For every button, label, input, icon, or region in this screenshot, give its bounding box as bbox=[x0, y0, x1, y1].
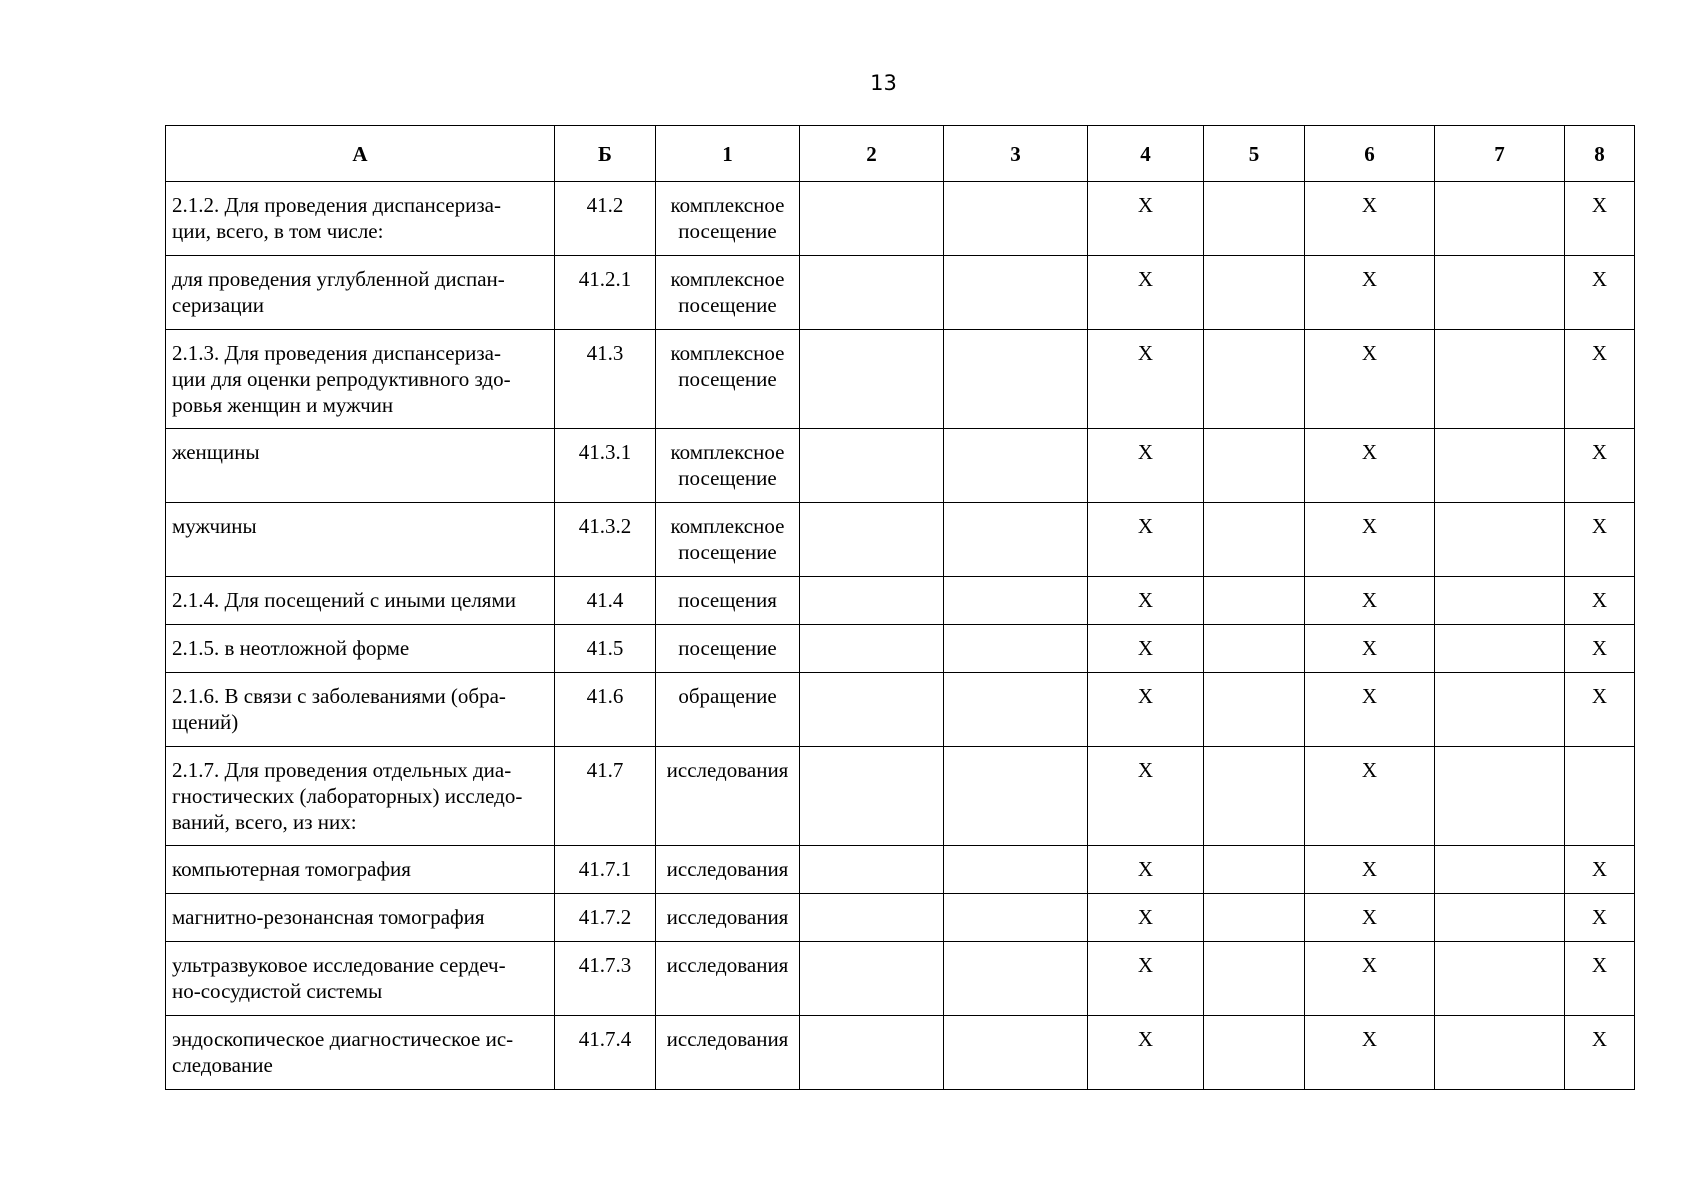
row-name-cell: 2.1.3. Для проведения диспансериза- ции для оценки репродуктивного здо- ровья женщин и мужчин bbox=[166, 330, 555, 429]
row-cell-col-7 bbox=[1435, 429, 1565, 503]
row-cell-col-7 bbox=[1435, 625, 1565, 673]
table-row bbox=[166, 942, 1635, 1016]
table-row bbox=[166, 1016, 1635, 1090]
table-row bbox=[166, 747, 1635, 846]
row-cell-col-3 bbox=[944, 894, 1088, 942]
row-unit-cell: посещение bbox=[656, 625, 800, 673]
row-cell-col-8: X bbox=[1565, 182, 1635, 256]
row-code-cell: 41.7.2 bbox=[555, 894, 656, 942]
row-code-cell: 41.3.2 bbox=[555, 503, 656, 577]
table-row bbox=[166, 673, 1635, 747]
row-cell-col-4: X bbox=[1088, 625, 1204, 673]
row-cell-col-4: X bbox=[1088, 1016, 1204, 1090]
row-cell-col-3 bbox=[944, 429, 1088, 503]
row-cell-col-5 bbox=[1204, 330, 1305, 429]
row-name-cell: для проведения углубленной диспан- серизации bbox=[166, 256, 555, 330]
row-cell-col-7 bbox=[1435, 1016, 1565, 1090]
row-name-cell: компьютерная томография bbox=[166, 846, 555, 894]
row-cell-col-7 bbox=[1435, 942, 1565, 1016]
row-name-cell: магнитно-резонансная томография bbox=[166, 894, 555, 942]
row-cell-col-6: X bbox=[1305, 503, 1435, 577]
row-cell-col-3 bbox=[944, 330, 1088, 429]
row-cell-col-7 bbox=[1435, 256, 1565, 330]
row-cell-col-6: X bbox=[1305, 577, 1435, 625]
row-cell-col-7 bbox=[1435, 577, 1565, 625]
header-row bbox=[166, 126, 1635, 182]
table-row bbox=[166, 503, 1635, 577]
table-row bbox=[166, 625, 1635, 673]
row-code-cell: 41.7.4 bbox=[555, 1016, 656, 1090]
row-name-cell: женщины bbox=[166, 429, 555, 503]
row-cell-col-6: X bbox=[1305, 846, 1435, 894]
row-cell-col-3 bbox=[944, 1016, 1088, 1090]
row-cell-col-3 bbox=[944, 942, 1088, 1016]
row-cell-col-5 bbox=[1204, 747, 1305, 846]
row-cell-col-4: X bbox=[1088, 894, 1204, 942]
row-cell-col-8: X bbox=[1565, 673, 1635, 747]
row-cell-col-8: X bbox=[1565, 846, 1635, 894]
row-cell-col-7 bbox=[1435, 894, 1565, 942]
row-cell-col-5 bbox=[1204, 577, 1305, 625]
row-cell-col-3 bbox=[944, 256, 1088, 330]
row-cell-col-6: X bbox=[1305, 256, 1435, 330]
table-row bbox=[166, 182, 1635, 256]
row-code-cell: 41.3.1 bbox=[555, 429, 656, 503]
row-unit-cell: исследования bbox=[656, 747, 800, 846]
row-cell-col-3 bbox=[944, 673, 1088, 747]
row-unit-cell: исследования bbox=[656, 1016, 800, 1090]
column-header-3: 3 bbox=[944, 126, 1088, 182]
row-unit-cell: комплексное посещение bbox=[656, 330, 800, 429]
row-unit-cell: комплексное посещение bbox=[656, 429, 800, 503]
row-cell-col-7 bbox=[1435, 846, 1565, 894]
row-code-cell: 41.4 bbox=[555, 577, 656, 625]
table-row bbox=[166, 577, 1635, 625]
row-cell-col-2 bbox=[800, 625, 944, 673]
row-cell-col-2 bbox=[800, 1016, 944, 1090]
row-unit-cell: комплексное посещение bbox=[656, 503, 800, 577]
row-cell-col-5 bbox=[1204, 429, 1305, 503]
row-cell-col-3 bbox=[944, 747, 1088, 846]
row-unit-cell: посещения bbox=[656, 577, 800, 625]
column-header-8: 8 bbox=[1565, 126, 1635, 182]
row-cell-col-6: X bbox=[1305, 625, 1435, 673]
row-unit-cell: исследования bbox=[656, 942, 800, 1016]
row-name-cell: 2.1.4. Для посещений с иными целями bbox=[166, 577, 555, 625]
column-header-6: 6 bbox=[1305, 126, 1435, 182]
row-code-cell: 41.5 bbox=[555, 625, 656, 673]
row-code-cell: 41.6 bbox=[555, 673, 656, 747]
row-unit-cell: исследования bbox=[656, 894, 800, 942]
row-cell-col-2 bbox=[800, 577, 944, 625]
row-cell-col-5 bbox=[1204, 846, 1305, 894]
row-code-cell: 41.7.3 bbox=[555, 942, 656, 1016]
row-cell-col-8: X bbox=[1565, 1016, 1635, 1090]
row-cell-col-4: X bbox=[1088, 846, 1204, 894]
row-cell-col-6: X bbox=[1305, 673, 1435, 747]
row-cell-col-2 bbox=[800, 747, 944, 846]
row-cell-col-4: X bbox=[1088, 256, 1204, 330]
row-cell-col-5 bbox=[1204, 1016, 1305, 1090]
row-cell-col-3 bbox=[944, 503, 1088, 577]
row-cell-col-2 bbox=[800, 894, 944, 942]
column-header-b: Б bbox=[555, 126, 656, 182]
column-header-a: А bbox=[166, 126, 555, 182]
row-cell-col-3 bbox=[944, 577, 1088, 625]
row-cell-col-5 bbox=[1204, 673, 1305, 747]
column-header-5: 5 bbox=[1204, 126, 1305, 182]
row-name-cell: ультразвуковое исследование сердеч- но-сосудистой системы bbox=[166, 942, 555, 1016]
row-cell-col-8: X bbox=[1565, 429, 1635, 503]
row-cell-col-6: X bbox=[1305, 1016, 1435, 1090]
row-cell-col-8: X bbox=[1565, 577, 1635, 625]
row-cell-col-2 bbox=[800, 330, 944, 429]
row-cell-col-4: X bbox=[1088, 577, 1204, 625]
row-cell-col-7 bbox=[1435, 503, 1565, 577]
row-cell-col-3 bbox=[944, 182, 1088, 256]
row-unit-cell: комплексное посещение bbox=[656, 182, 800, 256]
row-cell-col-2 bbox=[800, 503, 944, 577]
row-cell-col-4: X bbox=[1088, 182, 1204, 256]
row-code-cell: 41.2 bbox=[555, 182, 656, 256]
row-cell-col-7 bbox=[1435, 330, 1565, 429]
row-cell-col-8: X bbox=[1565, 894, 1635, 942]
row-code-cell: 41.2.1 bbox=[555, 256, 656, 330]
row-name-cell: 2.1.2. Для проведения диспансериза- ции, всего, в том числе: bbox=[166, 182, 555, 256]
row-cell-col-2 bbox=[800, 182, 944, 256]
row-name-cell: 2.1.5. в неотложной форме bbox=[166, 625, 555, 673]
table-row bbox=[166, 429, 1635, 503]
row-cell-col-5 bbox=[1204, 503, 1305, 577]
row-cell-col-6: X bbox=[1305, 330, 1435, 429]
page-number: 13 bbox=[870, 71, 897, 95]
row-cell-col-3 bbox=[944, 625, 1088, 673]
column-header-2: 2 bbox=[800, 126, 944, 182]
row-cell-col-6: X bbox=[1305, 747, 1435, 846]
row-cell-col-6: X bbox=[1305, 182, 1435, 256]
table-row bbox=[166, 330, 1635, 429]
row-cell-col-4: X bbox=[1088, 503, 1204, 577]
row-cell-col-7 bbox=[1435, 182, 1565, 256]
row-cell-col-4: X bbox=[1088, 330, 1204, 429]
row-cell-col-6: X bbox=[1305, 942, 1435, 1016]
column-header-4: 4 bbox=[1088, 126, 1204, 182]
column-header-1: 1 bbox=[656, 126, 800, 182]
row-cell-col-8: X bbox=[1565, 503, 1635, 577]
table-row bbox=[166, 256, 1635, 330]
row-cell-col-5 bbox=[1204, 894, 1305, 942]
row-cell-col-6: X bbox=[1305, 894, 1435, 942]
row-cell-col-8: X bbox=[1565, 625, 1635, 673]
row-cell-col-8 bbox=[1565, 747, 1635, 846]
row-cell-col-5 bbox=[1204, 625, 1305, 673]
row-cell-col-6: X bbox=[1305, 429, 1435, 503]
row-cell-col-4: X bbox=[1088, 942, 1204, 1016]
row-unit-cell: исследования bbox=[656, 846, 800, 894]
table-row bbox=[166, 894, 1635, 942]
row-cell-col-8: X bbox=[1565, 330, 1635, 429]
row-cell-col-8: X bbox=[1565, 942, 1635, 1016]
row-cell-col-2 bbox=[800, 429, 944, 503]
row-name-cell: 2.1.6. В связи с заболеваниями (обра- щений) bbox=[166, 673, 555, 747]
row-code-cell: 41.7 bbox=[555, 747, 656, 846]
row-cell-col-4: X bbox=[1088, 673, 1204, 747]
table-body bbox=[166, 182, 1635, 1090]
row-cell-col-2 bbox=[800, 846, 944, 894]
row-cell-col-5 bbox=[1204, 182, 1305, 256]
row-name-cell: мужчины bbox=[166, 503, 555, 577]
row-cell-col-5 bbox=[1204, 256, 1305, 330]
row-cell-col-5 bbox=[1204, 942, 1305, 1016]
row-cell-col-4: X bbox=[1088, 429, 1204, 503]
row-cell-col-7 bbox=[1435, 673, 1565, 747]
report-table bbox=[165, 125, 1635, 1090]
row-cell-col-2 bbox=[800, 256, 944, 330]
row-cell-col-3 bbox=[944, 846, 1088, 894]
row-unit-cell: комплексное посещение bbox=[656, 256, 800, 330]
row-cell-col-4: X bbox=[1088, 747, 1204, 846]
table-row bbox=[166, 846, 1635, 894]
row-name-cell: 2.1.7. Для проведения отдельных диа- гностических (лабораторных) исследо- ваний, всего, из них: bbox=[166, 747, 555, 846]
row-cell-col-2 bbox=[800, 673, 944, 747]
row-cell-col-7 bbox=[1435, 747, 1565, 846]
row-name-cell: эндоскопическое диагностическое ис- следование bbox=[166, 1016, 555, 1090]
row-code-cell: 41.7.1 bbox=[555, 846, 656, 894]
row-code-cell: 41.3 bbox=[555, 330, 656, 429]
row-cell-col-8: X bbox=[1565, 256, 1635, 330]
column-header-7: 7 bbox=[1435, 126, 1565, 182]
row-cell-col-2 bbox=[800, 942, 944, 1016]
row-unit-cell: обращение bbox=[656, 673, 800, 747]
